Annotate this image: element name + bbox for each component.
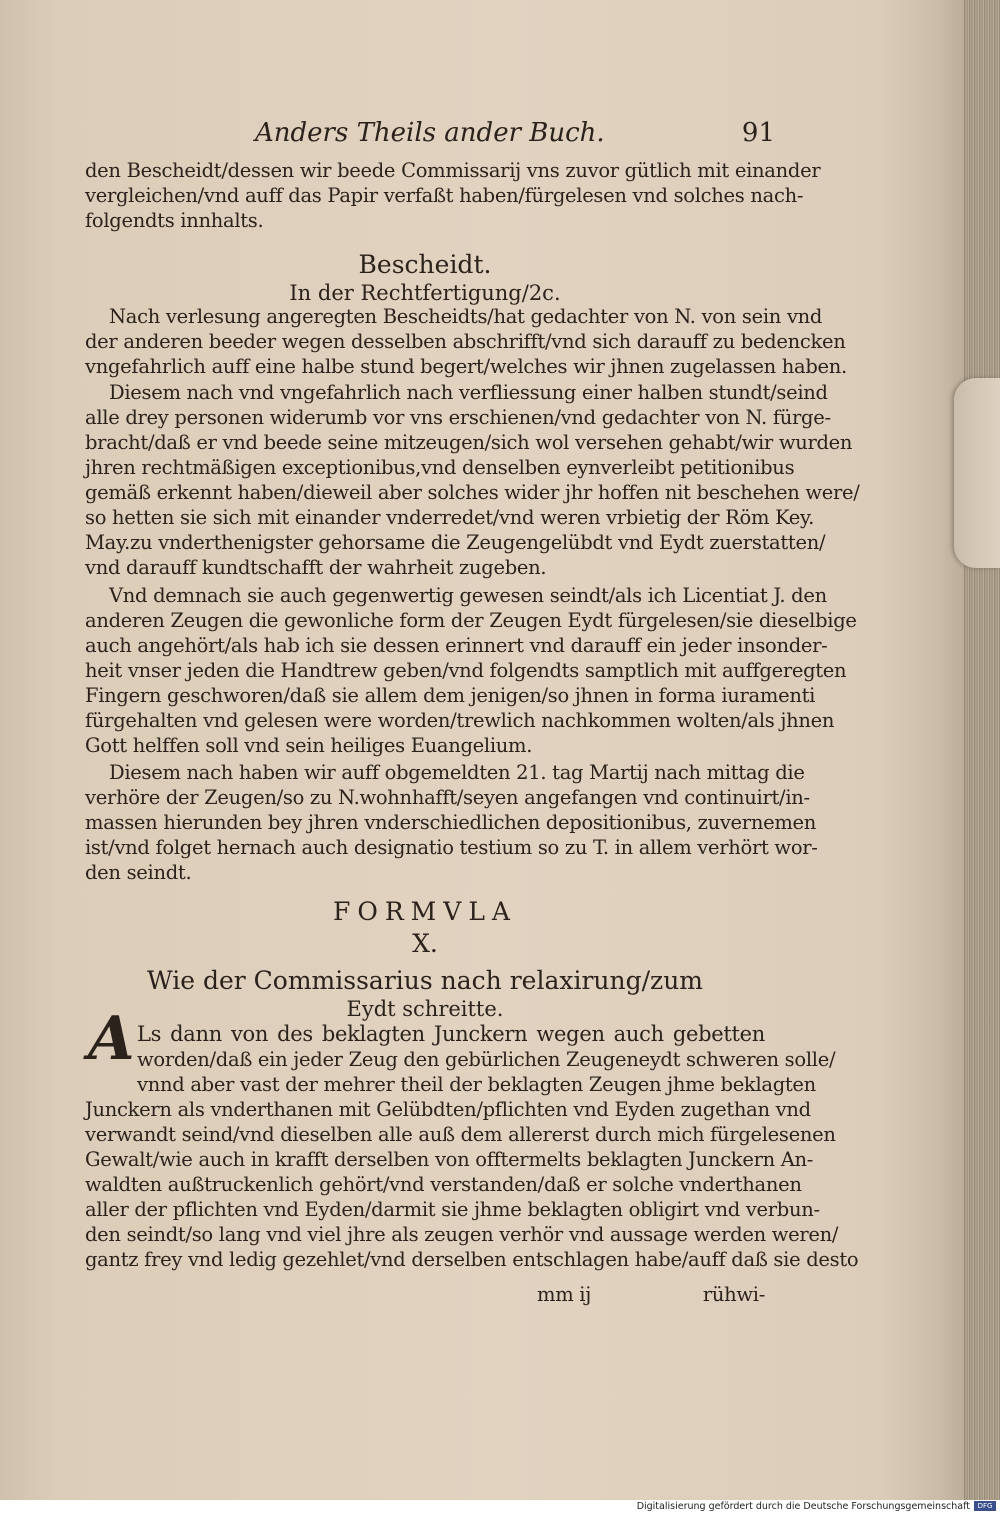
text-line: waldten außtruckenlich gehört/vnd verstanden/daß er solche vnderthanen bbox=[85, 1173, 802, 1196]
formula-label: FORMVLA bbox=[333, 897, 517, 926]
text-line: Vnd demnach sie auch gegenwertig gewesen seindt/als ich Licentiat J. den bbox=[109, 584, 827, 607]
section-subheading: In der Rechtfertigung/2c. bbox=[289, 281, 561, 305]
text-line: Gott helffen soll vnd sein heiliges Euangelium. bbox=[85, 734, 533, 757]
paragraph-3 bbox=[85, 583, 857, 758]
text-line: heit vnser jeden die Handtrew geben/vnd folgendts samptlich mit auffgeregten bbox=[85, 659, 847, 682]
catchword-line bbox=[85, 1282, 765, 1308]
text-line: massen hierunden bey jhren vnderschiedlichen depositionibus, zuvernemen bbox=[85, 811, 817, 834]
text-line: auch angehört/als hab ich sie dessen erinnert vnd darauff ein jeder insonder- bbox=[85, 634, 828, 657]
paragraph-5 bbox=[85, 1022, 859, 1272]
text-line: verhöre der Zeugen/so zu N.wohnhafft/seyen angefangen vnd continuirt/in- bbox=[85, 786, 810, 809]
running-head-title: Anders Theils ander Buch. bbox=[255, 118, 605, 148]
text-line: vngefahrlich auff eine halbe stund begert/welches wir jhnen zugelassen haben. bbox=[85, 355, 847, 378]
text-line: den Bescheidt/dessen wir beede Commissarij vns zuvor gütlich mit einander bbox=[85, 159, 821, 182]
page-number: 91 bbox=[741, 118, 775, 148]
text-line: Junckern als vnderthanen mit Gelübdten/pflichten vnd Eyden zugethan vnd bbox=[85, 1098, 811, 1121]
decorated-initial: A bbox=[88, 1004, 135, 1074]
text-line: den seindt/so lang vnd viel jhre als zeugen verhör vnd aussage werden weren/ bbox=[85, 1223, 839, 1246]
running-header bbox=[255, 118, 775, 150]
text-line: gemäß erkennt haben/dieweil aber solches wider jhr hoffen nit beschehen were/ bbox=[85, 481, 860, 504]
catchword: rühwi- bbox=[702, 1283, 765, 1306]
book-clasp bbox=[954, 378, 1000, 568]
text-line: verwandt seind/vnd dieselben alle auß dem allererst durch mich fürgelesenen bbox=[85, 1123, 836, 1146]
text-line: aller der pflichten vnd Eyden/darmit sie jhme beklagten obligirt vnd verbun- bbox=[85, 1198, 820, 1221]
text-line: jhren rechtmäßigen exceptionibus,vnd denselben eynverleibt petitionibus bbox=[85, 456, 795, 479]
funding-credit: Digitalisierung gefördert durch die Deutsche Forschungsgemeinschaft bbox=[636, 1501, 970, 1512]
text-line: Diesem nach vnd vngefahrlich nach verfliessung einer halben stundt/seind bbox=[109, 381, 828, 404]
text-line: bracht/daß er vnd beede seine mitzeugen/sich wol versehen gehabt/wir wurden bbox=[85, 431, 853, 454]
text-line: Diesem nach haben wir auff obgemeldten 21. tag Martij nach mittag die bbox=[109, 761, 805, 784]
text-line: Gewalt/wie auch in krafft derselben von offtermelts beklagten Junckern An- bbox=[85, 1148, 814, 1171]
digitization-footer bbox=[0, 1500, 1000, 1513]
text-line: gantz frey vnd ledig gezehlet/vnd derselben entschlagen habe/auff daß sie desto bbox=[85, 1248, 859, 1271]
text-line: so hetten sie sich mit einander vnderredet/vnd weren vrbietig der Röm Key. bbox=[85, 506, 815, 529]
text-line: alle drey personen widerumb vor vns erschienen/vnd gedachter von N. fürge- bbox=[85, 406, 831, 429]
bescheidt-heading-block bbox=[85, 250, 765, 306]
text-line: der anderen beeder wegen desselben abschrifft/vnd sich darauff zu bedencken bbox=[85, 330, 846, 353]
text-line: May.zu vnderthenigster gehorsame die Zeugengelübdt vnd Eydt zuerstatten/ bbox=[85, 531, 826, 554]
formula-title-continued: Eydt schreitte. bbox=[346, 997, 504, 1021]
text-line: Ls dann von des beklagten Junckern wegen auch gebetten bbox=[137, 1022, 765, 1046]
text-line: den seindt. bbox=[85, 861, 192, 884]
text-line: Nach verlesung angeregten Bescheidts/hat gedachter von N. von sein vnd bbox=[109, 305, 823, 328]
text-line: fürgehalten vnd gelesen were worden/trewlich nachkommen wolten/als jhnen bbox=[85, 709, 835, 732]
formula-title: Wie der Commissarius nach relaxirung/zum bbox=[146, 966, 704, 995]
text-line: anderen Zeugen die gewonliche form der Zeugen Eydt fürgelesen/sie dieselbige bbox=[85, 609, 857, 632]
text-line: vnnd aber vast der mehrer theil der beklagten Zeugen jhme beklagten bbox=[137, 1073, 816, 1096]
paragraph-2 bbox=[85, 380, 860, 580]
formula-number: X. bbox=[412, 929, 438, 958]
text-line: ist/vnd folget hernach auch designatio testium so zu T. in allem verhört wor- bbox=[85, 836, 818, 859]
text-line: folgendts innhalts. bbox=[85, 209, 264, 232]
text-line: vnd darauff kundtschafft der wahrheit zugeben. bbox=[85, 556, 547, 579]
book-page-edges bbox=[964, 0, 1000, 1500]
section-heading: Bescheidt. bbox=[358, 250, 492, 279]
text-line: worden/daß ein jeder Zeug den gebürlichen Zeugeneydt schweren solle/ bbox=[137, 1048, 836, 1071]
formula-heading-block bbox=[85, 896, 765, 1022]
text-line: Fingern geschworen/daß sie allem dem jenigen/so jhnen in forma iuramenti bbox=[85, 684, 816, 707]
dfg-logo: DFG bbox=[974, 1501, 996, 1511]
paragraph-1 bbox=[85, 304, 847, 379]
intro-paragraph bbox=[85, 158, 821, 233]
paragraph-4 bbox=[85, 760, 818, 885]
text-line: vergleichen/vnd auff das Papir verfaßt haben/fürgelesen vnd solches nach- bbox=[85, 184, 804, 207]
signature-mark: mm ij bbox=[537, 1283, 591, 1306]
